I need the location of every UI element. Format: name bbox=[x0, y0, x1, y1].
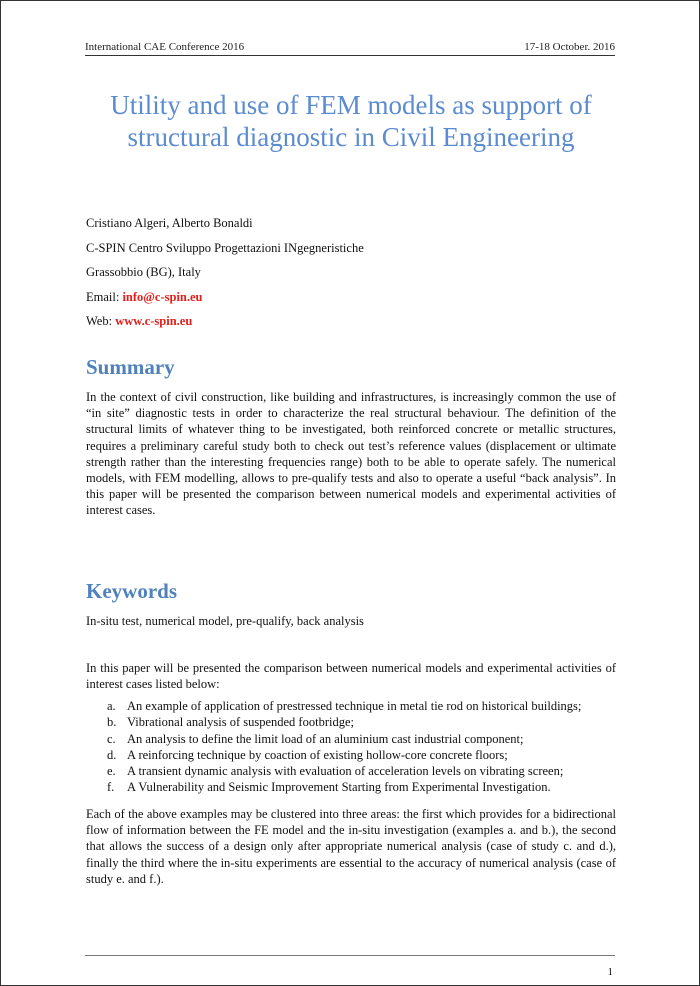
list-item: b. Vibrational analysis of suspended footbridge; bbox=[107, 715, 354, 730]
author-block bbox=[86, 211, 364, 334]
list-item: e. A transient dynamic analysis with evaluation of acceleration levels on vibrating screen; bbox=[107, 764, 564, 779]
page-number: 1 bbox=[607, 966, 613, 978]
list-item: f. A Vulnerability and Seismic Improvement Starting from Experimental Investigation. bbox=[107, 780, 551, 795]
author-location: Grassobbio (BG), Italy bbox=[86, 265, 201, 279]
title-line-2: structural diagnostic in Civil Engineering bbox=[127, 122, 575, 152]
web-link[interactable]: www.c-spin.eu bbox=[115, 314, 193, 328]
list-item: c. An analysis to define the limit load of an aluminium cast industrial component; bbox=[107, 731, 524, 746]
email-label: Email: bbox=[86, 289, 123, 304]
keywords-heading: Keywords bbox=[86, 579, 177, 603]
running-header bbox=[85, 41, 615, 56]
author-web-row bbox=[86, 309, 364, 334]
conference-date: 17-18 October. 2016 bbox=[524, 41, 615, 53]
email-link[interactable]: info@c-spin.eu bbox=[122, 289, 203, 304]
web-label: Web: bbox=[86, 314, 116, 328]
list-item: a. An example of application of prestressed technique in metal tie rod on historical buildings; bbox=[107, 699, 582, 713]
footer-divider bbox=[85, 955, 615, 956]
author-affiliation: C-SPIN Centro Sviluppo Progettazioni INgegneristiche bbox=[86, 240, 364, 255]
author-names: Cristiano Algeri, Alberto Bonaldi bbox=[86, 216, 253, 230]
list-item: d. A reinforcing technique by coaction of existing hollow-core concrete floors; bbox=[107, 747, 508, 762]
keywords-text: In-situ test, numerical model, pre-qualify, back analysis bbox=[86, 614, 364, 628]
author-email-row bbox=[86, 285, 364, 310]
summary-text: In the context of civil construction, like building and infrastructures, is increasingly common the use of “in site” diagnostic tests in order to characterize the real structural behaviour. The definition of the structural limits of whatever thing to be investigated, both reinforced concrete or metallic structures, requires a preliminary careful study both to check out test’s reference values (displacement or ultimate strength rather than the interesting frequencies range) both to be able to operate safely. The numerical models, with FEM modelling, allows to pre-qualify tests and also to operate a useful “back analysis”. In this paper will be presented the comparison between numerical models and experimental activities of interest cases. bbox=[86, 390, 616, 518]
conference-name: International CAE Conference 2016 bbox=[85, 41, 245, 53]
paper-title bbox=[61, 89, 641, 153]
intro-text: In this paper will be presented the comparison between numerical models and experimental activities of interest cases listed below: bbox=[86, 661, 616, 692]
title-line-1: Utility and use of FEM models as support of bbox=[110, 90, 592, 120]
summary-heading: Summary bbox=[86, 355, 175, 379]
conclusion-text: Each of the above examples may be clustered into three areas: the first which provides for a bidirectional flow of information between the FE model and the in-situ investigation (examples a. and b.), the second that allows the success of a design only after appropriate numerical analysis (case of study c. and d.), finally the third where the in-situ experiments are essential to the accuracy of numerical analysis (case of study e. and f.). bbox=[86, 807, 616, 886]
case-list bbox=[107, 698, 627, 796]
